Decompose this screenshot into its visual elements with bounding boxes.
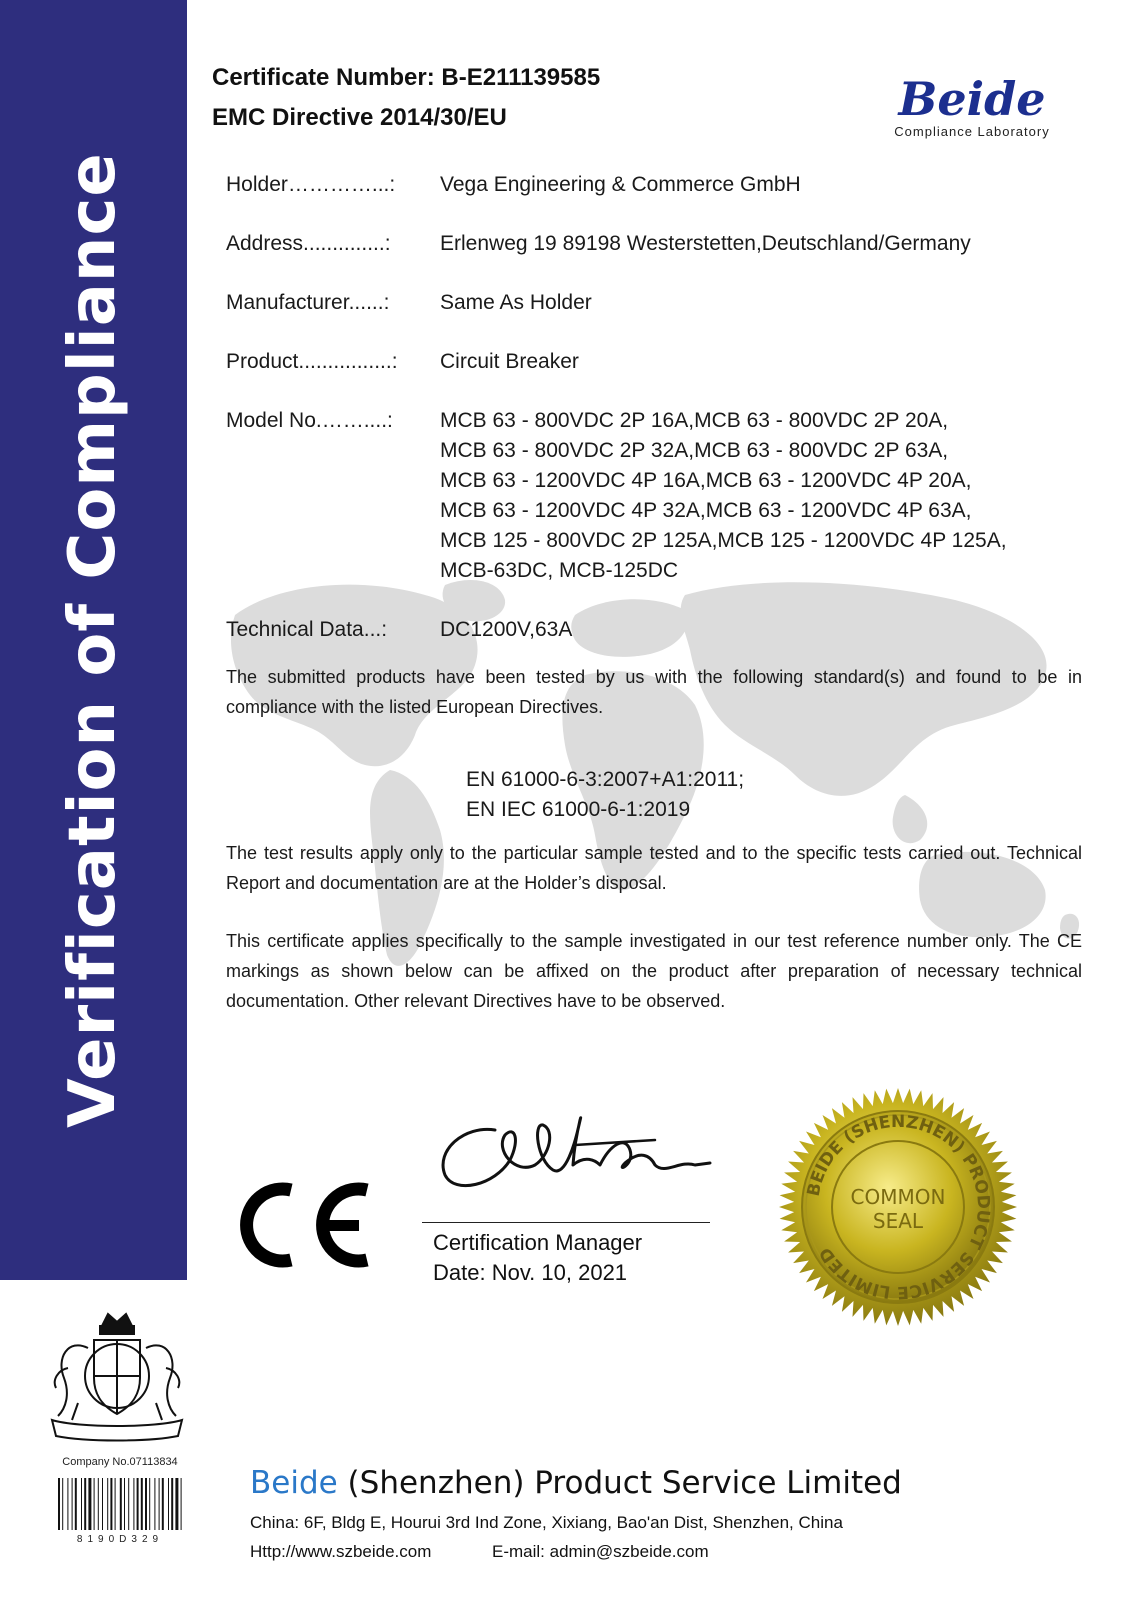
field-label: Product................: [226, 350, 398, 373]
seal-ring-text: BEIDE (SHENZHEN) PRODUCT SERVICE LIMITED [803, 1111, 994, 1303]
model-line: MCB 63 - 1200VDC 4P 16A,MCB 63 - 1200VDC 4P 20A, [440, 469, 972, 492]
directive-title: EMC Directive 2014/30/EU [212, 104, 507, 131]
barcode-bar [75, 1478, 77, 1530]
model-line: MCB 63 - 800VDC 2P 16A,MCB 63 - 800VDC 2P 20A, [440, 409, 949, 432]
field-product [226, 347, 1096, 377]
field-label: Technical Data...: [226, 618, 388, 641]
compliance-statement: The submitted products have been tested by us with the following standard(s) and found to be in compliance with the listed European Directives. [226, 667, 1082, 717]
logo-subtitle: Compliance Laboratory [894, 124, 1050, 139]
common-seal-icon [777, 1086, 1019, 1328]
signature-icon [425, 1105, 715, 1205]
barcode-bar [133, 1478, 134, 1530]
model-line: MCB-63DC, MCB-125DC [440, 559, 679, 582]
barcode-icon [56, 1478, 184, 1530]
model-line: MCB 63 - 800VDC 2P 32A,MCB 63 - 800VDC 2P 63A, [440, 439, 949, 462]
standards-list [466, 765, 744, 825]
barcode-bar [124, 1478, 125, 1530]
signature-date: Date: Nov. 10, 2021 [433, 1260, 628, 1285]
barcode-bar [98, 1478, 99, 1530]
footer-company-name [250, 1463, 902, 1503]
footer-website[interactable]: Http://www.szbeide.com [250, 1542, 432, 1561]
barcode-bar [128, 1478, 129, 1530]
field-value: DC1200V,63A [440, 618, 573, 641]
field-label: Manufacturer......: [226, 291, 390, 314]
footer-brand: Beide [250, 1465, 338, 1501]
barcode-bar [72, 1478, 73, 1530]
barcode-bar [159, 1478, 160, 1530]
field-value: Same As Holder [440, 291, 592, 314]
barcode-bar [62, 1478, 63, 1530]
field-holder [226, 170, 1096, 200]
standard-item: EN IEC 61000-6-1:2019 [466, 798, 691, 821]
barcode-bar [141, 1478, 143, 1530]
seal-center-line1: COMMON [850, 1185, 946, 1209]
model-line: MCB 125 - 800VDC 2P 125A,MCB 125 - 1200VDC 4P 125A, [440, 529, 1007, 552]
model-line: MCB 63 - 1200VDC 4P 32A,MCB 63 - 1200VDC 4P 63A, [440, 499, 972, 522]
field-address [226, 229, 1096, 259]
signatory-title: Certification Manager [433, 1230, 643, 1255]
footer-email[interactable]: E-mail: admin@szbeide.com [492, 1542, 709, 1561]
barcode-bar [88, 1478, 91, 1530]
signature-block [433, 1228, 642, 1288]
certificate-header [212, 58, 600, 138]
field-label: Address..............: [226, 232, 391, 255]
coat-of-arms-icon [38, 1308, 196, 1448]
barcode-bar [58, 1478, 60, 1530]
field-manufacturer [226, 288, 1096, 318]
field-value [440, 406, 1096, 586]
field-value: Erlenweg 19 89198 Westerstetten,Deutschland/Germany [440, 232, 971, 255]
field-value: Vega Engineering & Commerce GmbH [440, 173, 801, 196]
company-number: Company No.07113834 [62, 1456, 178, 1468]
barcode-bar [137, 1478, 139, 1530]
results-note: The test results apply only to the particular sample tested and to the specific tests carried out. Technical Report and documentation are at the Holder’s disposal. [226, 843, 1082, 893]
seal-center-line2: SEAL [872, 1209, 924, 1233]
side-banner [0, 0, 187, 1280]
barcode-bar [162, 1478, 164, 1530]
field-model-no [226, 406, 1096, 586]
barcode-bar [120, 1478, 122, 1530]
certificate-note: This certificate applies specifically to the sample investigated in our test reference number only. The CE markings as shown below can be affixed on the product after preparation of necessary technical documentation. Other relevant Directives have to be observed. [226, 931, 1082, 1011]
barcode-bar [115, 1478, 116, 1530]
barcode-bar [149, 1478, 150, 1530]
ce-mark-icon [225, 1178, 375, 1272]
barcode-bar [168, 1478, 169, 1530]
barcode-bar [107, 1478, 108, 1530]
barcode-number: 8190D329 [76, 1534, 164, 1545]
barcode-bar [94, 1478, 95, 1530]
logo-name: Beide [898, 72, 1046, 126]
footer-company-rest: (Shenzhen) Product Service Limited [337, 1465, 902, 1501]
barcode-bar [154, 1478, 155, 1530]
standard-item: EN 61000-6-3:2007+A1:2011; [466, 768, 745, 791]
barcode-bar [110, 1478, 112, 1530]
barcode-bar [67, 1478, 68, 1530]
field-label: Holder…………...: [226, 173, 396, 196]
barcode-bar [102, 1478, 103, 1530]
field-technical-data [226, 615, 1096, 645]
field-label: Model No.……....: [226, 409, 393, 432]
footer-address: China: 6F, Bldg E, Hourui 3rd Ind Zone, Xixiang, Bao'an Dist, Shenzhen, China [250, 1513, 843, 1532]
certificate-fields [226, 170, 1096, 674]
beide-logo [872, 72, 1072, 139]
barcode-bar [145, 1478, 147, 1530]
certificate-number: Certificate Number: B-E211139585 [212, 64, 601, 91]
barcode-bar [81, 1478, 82, 1530]
side-banner-text: Verification of Compliance [56, 152, 130, 1128]
barcode-bar [175, 1478, 178, 1530]
field-value: Circuit Breaker [440, 350, 579, 373]
barcode-bar [181, 1478, 182, 1530]
signature-line [422, 1222, 710, 1223]
barcode-bar [84, 1478, 86, 1530]
barcode-bar [171, 1478, 173, 1530]
